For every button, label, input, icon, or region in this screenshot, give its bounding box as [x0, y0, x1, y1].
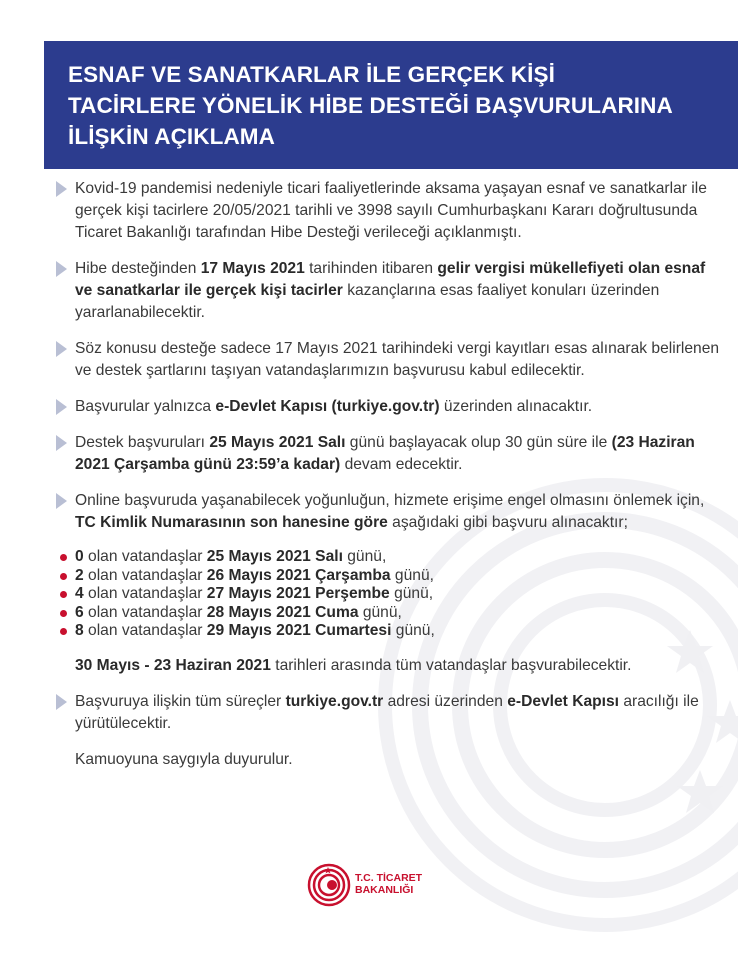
text-run: tarihleri arasında tüm vatandaşlar başvurabilecektir.	[270, 656, 632, 674]
red-dot-icon	[60, 573, 67, 580]
ministry-logo	[307, 862, 447, 908]
schedule-item	[75, 548, 726, 567]
arrow-bullet-icon	[56, 493, 67, 509]
text-run: olan vatandaşlar	[83, 622, 207, 639]
text-run: Hibe desteğinden	[75, 260, 201, 277]
text-run: günü,	[391, 622, 435, 639]
bold-run: 30 Mayıs - 23 Haziran 2021	[75, 656, 271, 674]
paragraph-8	[54, 691, 726, 735]
bold-run: 25 Mayıs 2021 Salı	[209, 434, 346, 451]
bold-run: TC Kimlik Numarasının son hanesine göre	[75, 514, 388, 531]
text-run: olan vatandaşlar	[83, 548, 207, 565]
text-run: günü başlayacak olup 30 gün süre ile	[345, 434, 612, 451]
red-dot-icon	[60, 628, 67, 635]
bold-run: 17 Mayıs 2021	[200, 260, 305, 277]
schedule-item	[75, 567, 726, 586]
text-run: günü,	[342, 548, 387, 565]
logo-line-1: T.C. TİCARET	[355, 872, 423, 884]
text-run: kazançlarına esas faaliyet konuları üzerinden yararlanabilecektir.	[75, 282, 660, 321]
paragraph-7	[54, 655, 726, 677]
text-run: devam edecektir.	[340, 456, 463, 473]
text-run: Online başvuruda yaşanabilecek yoğunluğun, hizmete erişime engel olmasını önlemek için,	[75, 492, 705, 509]
page-title	[68, 59, 738, 152]
paragraph-2	[54, 258, 726, 324]
text-run: Başvurular yalnızca	[75, 398, 216, 415]
arrow-bullet-icon	[56, 399, 67, 415]
title-line-1: ESNAF VE SANATKARLAR İLE GERÇEK KİŞİ	[68, 62, 555, 87]
bold-run: e-Devlet Kapısı (turkiye.gov.tr)	[215, 398, 440, 415]
text-run: adresi üzerinden	[383, 692, 508, 710]
text-run: aracılığı ile yürütülecektir.	[75, 692, 699, 732]
id-digit: 0	[75, 548, 84, 565]
schedule-date: 28 Mayıs 2021 Cuma	[206, 603, 359, 621]
paragraph-3	[54, 338, 726, 382]
text-run: günü,	[389, 585, 434, 602]
text-run: tarihinden itibaren	[304, 260, 438, 277]
schedule-date: 25 Mayıs 2021 Salı	[206, 548, 343, 565]
schedule-item	[75, 585, 726, 604]
arrow-bullet-icon	[56, 694, 67, 710]
closing-line: Kamuoyuna saygıyla duyurulur.	[75, 750, 293, 768]
id-digit: 2	[75, 566, 84, 584]
red-dot-icon	[60, 554, 67, 561]
id-digit: 6	[75, 603, 84, 621]
arrow-bullet-icon	[56, 435, 67, 451]
text-run: aşağıdaki gibi başvuru alınacaktır;	[387, 514, 628, 531]
schedule-item	[75, 604, 726, 623]
paragraph-1	[54, 178, 726, 244]
id-digit: 8	[75, 622, 84, 639]
paragraph-6	[54, 490, 726, 534]
text-run: Başvuruya ilişkin tüm süreçler	[75, 692, 286, 710]
arrow-bullet-icon	[56, 341, 67, 357]
schedule-date: 27 Mayıs 2021 Perşembe	[206, 585, 390, 602]
schedule-list	[54, 548, 726, 641]
schedule-date: 26 Mayıs 2021 Çarşamba	[206, 566, 391, 584]
arrow-bullet-icon	[56, 181, 67, 197]
text-run: olan vatandaşlar	[83, 585, 207, 602]
schedule-item	[75, 622, 726, 641]
text-run: günü,	[390, 566, 434, 584]
text-run: Destek başvuruları	[75, 434, 210, 451]
title-line-3: İLİŞKİN AÇIKLAMA	[68, 124, 276, 149]
bold-run: turkiye.gov.tr	[285, 692, 384, 710]
text-run: üzerinden alınacaktır.	[439, 398, 593, 415]
id-digit: 4	[75, 585, 84, 602]
header-banner	[44, 41, 738, 169]
bold-run: e-Devlet Kapısı	[507, 692, 620, 710]
title-line-2: TACİRLERE YÖNELİK HİBE DESTEĞİ BAŞVURULARINA	[68, 93, 673, 118]
announcement-body	[54, 178, 726, 785]
schedule-date: 29 Mayıs 2021 Cumartesi	[206, 622, 392, 639]
ministry-emblem-icon	[307, 863, 351, 907]
arrow-bullet-icon	[56, 261, 67, 277]
logo-text	[355, 872, 422, 896]
paragraph-4	[54, 396, 726, 418]
paragraph-text: Söz konusu desteğe sadece 17 Mayıs 2021 tarihindeki vergi kayıtları esas alınarak belirlenen ve destek şartlarını taşıyan vatandaşlarımızın başvurusu kabul edilecektir.	[75, 340, 720, 379]
paragraph-text: Kovid-19 pandemisi nedeniyle ticari faaliyetlerinde aksama yaşayan esnaf ve sanatkarlar ile gerçek kişi tacirlere 20/05/2021 tarihli ve 3998 sayılı Cumhurbaşkanı Kararı doğrultusunda Ticaret Bakanlığı tarafından Hibe Desteği verileceği açıklanmıştı.	[75, 180, 707, 241]
bold-run: gelir vergisi mükellefiyeti olan esnaf ve sanatkarlar ile gerçek kişi tacirler	[75, 260, 706, 299]
paragraph-5	[54, 432, 726, 476]
bold-run: (23 Haziran 2021 Çarşamba günü 23:59’a kadar)	[75, 434, 695, 473]
text-run: olan vatandaşlar	[83, 566, 207, 584]
text-run: olan vatandaşlar	[83, 603, 207, 621]
red-dot-icon	[60, 610, 67, 617]
red-dot-icon	[60, 591, 67, 598]
text-run: günü,	[358, 603, 402, 621]
logo-line-2: BAKANLIĞI	[355, 884, 414, 896]
